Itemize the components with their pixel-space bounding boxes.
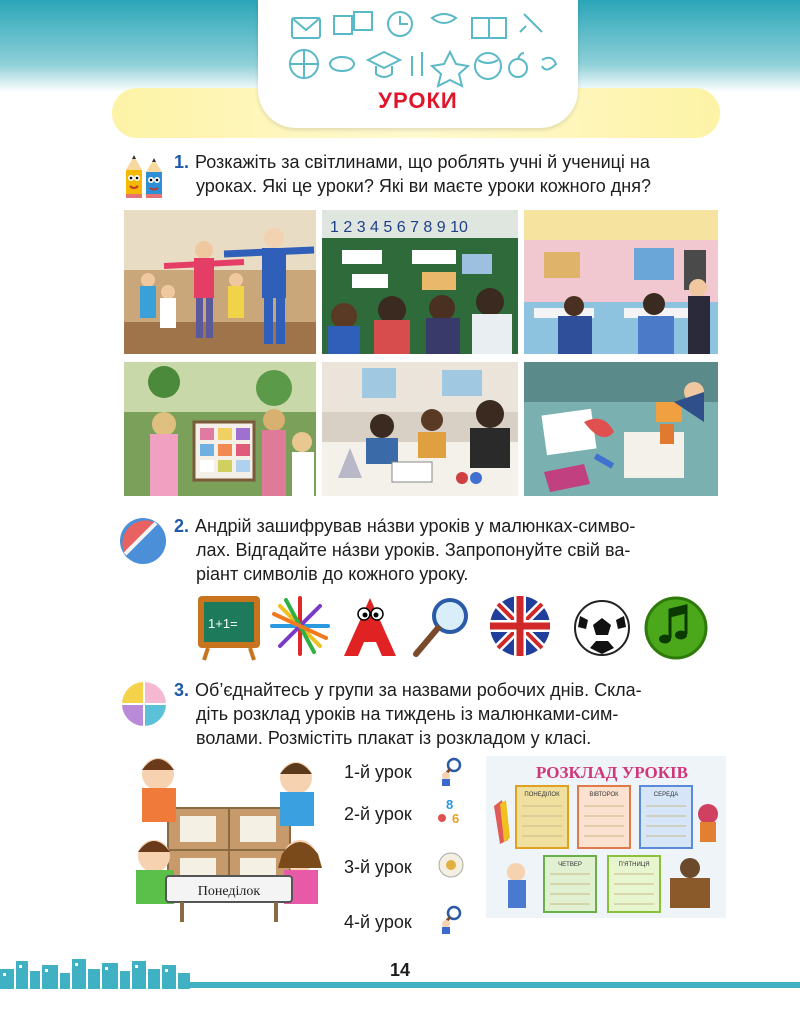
photo-art-lesson xyxy=(322,362,518,496)
chalkboard-text: 1+1= xyxy=(208,616,238,631)
footer-line xyxy=(190,982,800,988)
task-1-line-2: уроках. Які це уроки? Які ви маєте уроки кожного дня? xyxy=(196,176,651,196)
poster-title: РОЗКЛАД УРОКІВ xyxy=(536,763,688,782)
magnifier-icon xyxy=(416,600,466,654)
board-numbers: 1 2 3 4 5 6 7 8 9 10 xyxy=(330,219,468,236)
color-star-icon xyxy=(272,598,328,654)
task-3-line-3: волами. Розмістіть плакат із розкладом у класі. xyxy=(196,728,592,748)
lesson-4-label: 4-й урок xyxy=(344,912,412,932)
chalkboard-icon xyxy=(198,596,260,660)
page-number: 14 xyxy=(389,960,411,980)
magnifier-kid-icon xyxy=(436,756,466,786)
music-note-icon xyxy=(646,598,706,658)
task-1-line-1: Розкажіть за світлинами, що роблять учні й учениці на xyxy=(195,152,650,172)
task-2-text xyxy=(174,514,734,586)
schedule-poster xyxy=(486,756,726,918)
photo-pe-lesson xyxy=(124,210,316,354)
photo-reading-lesson xyxy=(322,210,518,354)
poster-day-2: ВІВТОРОК xyxy=(589,792,619,798)
task-1-number: 1. xyxy=(174,152,190,172)
poster-day-3: СЕРЕДА xyxy=(653,792,679,798)
task-3-text xyxy=(174,678,734,750)
photo-classroom xyxy=(524,210,718,354)
lesson-symbols xyxy=(194,592,724,662)
ball-icon xyxy=(436,850,466,880)
pencil-characters-icon xyxy=(120,150,168,202)
numbers-icon xyxy=(436,796,466,826)
magnifier-kid-icon-2 xyxy=(436,904,466,934)
poster-day-4: ЧЕТВЕР xyxy=(558,862,582,868)
svg-text:6: 6 xyxy=(452,811,460,826)
task-2-line-2: лах. Відгадайте нáзви уроків. Запропонуйте свій ва- xyxy=(196,540,631,560)
color-wheel-icon xyxy=(120,680,168,728)
poster-day-1: ПОНЕДІЛОК xyxy=(524,792,560,798)
lesson-2-label: 2-й урок xyxy=(344,804,412,824)
title-tab xyxy=(258,0,578,128)
task-3-line-2: діть розклад уроків на тиждень із малюнками-сим- xyxy=(196,704,619,724)
task-3-line-1: Об’єднайтесь у групи за назвами робочих днів. Скла- xyxy=(195,680,642,700)
eraser-icon xyxy=(118,516,168,566)
monday-sign: Понеділок xyxy=(197,884,261,899)
photo-nature-lesson xyxy=(124,362,316,496)
poster-day-5: П’ЯТНИЦЯ xyxy=(618,862,650,868)
task-3-number: 3. xyxy=(174,680,190,700)
uk-flag-icon xyxy=(490,596,550,656)
photo-crafts-lesson xyxy=(524,362,718,496)
svg-text:8: 8 xyxy=(446,797,454,812)
task-2-number: 2. xyxy=(174,516,190,536)
school-doodles-icon xyxy=(272,8,564,88)
task-2-line-1: Андрій зашифрував нáзви уроків у малюнках-симво- xyxy=(195,516,636,536)
kids-schedule-illustration xyxy=(124,752,334,928)
soccer-ball-icon xyxy=(575,601,629,655)
page-title: УРОКИ xyxy=(378,88,458,113)
task-1-text xyxy=(174,150,734,198)
task-2-line-3: ріант символів до кожного уроку. xyxy=(196,564,469,584)
city-skyline-icon xyxy=(0,957,200,989)
lesson-3-label: 3-й урок xyxy=(344,857,412,877)
lesson-1-label: 1-й урок xyxy=(344,762,412,782)
letter-a-icon xyxy=(344,598,396,656)
